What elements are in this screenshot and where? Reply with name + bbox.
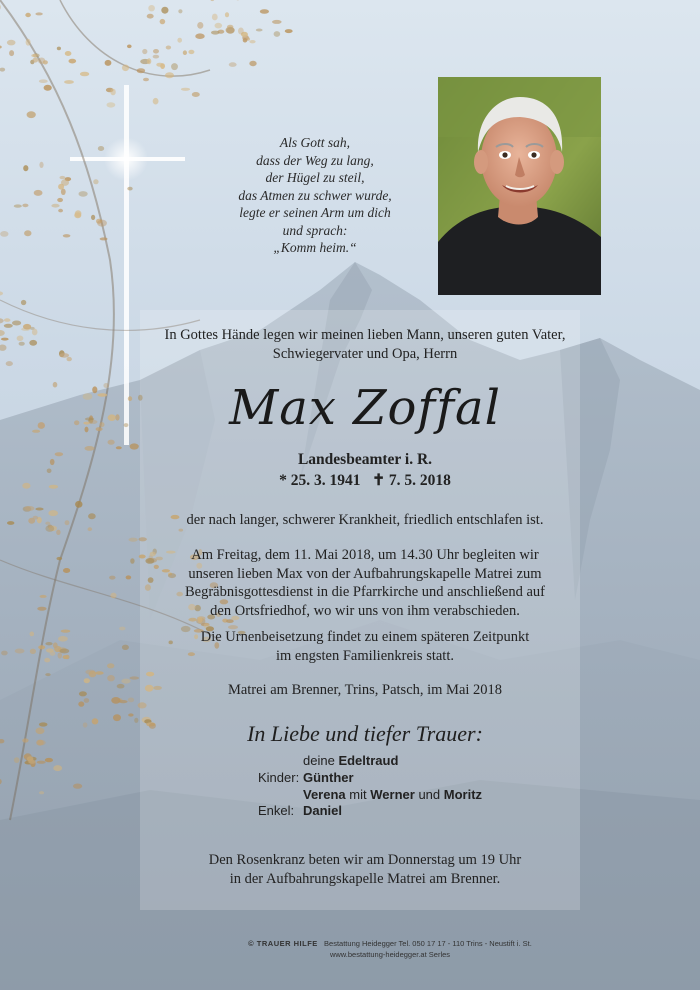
footer-website: www.bestattung-heidegger.at Serles <box>329 950 451 959</box>
footer-contact: Bestattung Heidegger Tel. 050 17 17 - 110 Trins - Neustift i. St. <box>324 939 532 948</box>
funeral-line: den Ortsfriedhof, wo wir uns von ihm verabschieden. <box>210 602 520 619</box>
rosary-line: in der Aufbahrungskapelle Matrei am Brenner. <box>229 870 501 887</box>
poem-line: „Komm heim.“ <box>273 240 357 255</box>
deceased-title: Landesbeamter i. R. <box>297 451 433 468</box>
poem-line: legte er seinen Arm um dich <box>239 205 391 220</box>
child-name: Günther <box>303 770 354 785</box>
urn-line: im engsten Familienkreis statt. <box>275 647 454 664</box>
wife-prefix: deine <box>303 753 335 768</box>
connector-text: und <box>418 787 441 802</box>
poem-line: dass der Weg zu lang, <box>256 152 374 168</box>
place-date-line: Matrei am Brenner, Trins, Patsch, im Mai 2018 <box>227 682 503 698</box>
mourner-wife <box>303 752 398 769</box>
urn-line: Die Urnenbeisetzung findet zu einem späteren Zeitpunkt <box>200 629 530 645</box>
poem-line: das Atmen zu schwer wurde, <box>238 187 392 203</box>
rosary-text <box>130 851 600 888</box>
funeral-line: Begräbnisgottesdienst in die Pfarrkirche und anschließend auf <box>185 584 545 600</box>
grandchild-name: Daniel <box>303 803 343 818</box>
enkel-label: Enkel: <box>258 803 295 818</box>
trauer-hilfe-logo: © TRAUER HILFE <box>248 939 318 948</box>
intro-line: In Gottes Hände legen wir meinen lieben Mann, unseren guten Vater, <box>164 327 566 343</box>
poem-line: und sprach: <box>282 222 348 238</box>
funeral-line: Am Freitag, dem 11. Mai 2018, um 14.30 Uhr begleiten wir <box>191 547 539 563</box>
death-date: ✝ 7. 5. 2018 <box>372 472 451 489</box>
intro-line: Schwiegervater und Opa, Herrn <box>272 346 458 362</box>
poem-line: der Hügel zu steil, <box>265 170 365 185</box>
kinder-label: Kinder: <box>258 770 300 785</box>
mourners-heading: In Liebe und tiefer Trauer: <box>247 721 483 746</box>
poem-line: Als Gott sah, <box>279 135 351 150</box>
deceased-name: Max Zoffal <box>229 380 501 436</box>
grandchild-name: Moritz <box>443 787 483 802</box>
funeral-line: unseren lieben Max von der Aufbahrungskapelle Matrei zum <box>188 565 542 582</box>
footer-line-1 <box>210 938 570 949</box>
passing-line: der nach langer, schwerer Krankheit, friedlich entschlafen ist. <box>186 512 544 528</box>
mourner-child-family <box>303 786 482 803</box>
child-name: Verena <box>303 787 346 802</box>
footer <box>210 938 570 960</box>
connector-text: mit <box>349 787 367 802</box>
rosary-line: Den Rosenkranz beten wir am Donnerstag um 19 Uhr <box>208 852 522 868</box>
partner-name: Werner <box>370 787 415 802</box>
birth-date: * 25. 3. 1941 <box>279 472 361 489</box>
wife-name: Edeltraud <box>338 753 399 768</box>
